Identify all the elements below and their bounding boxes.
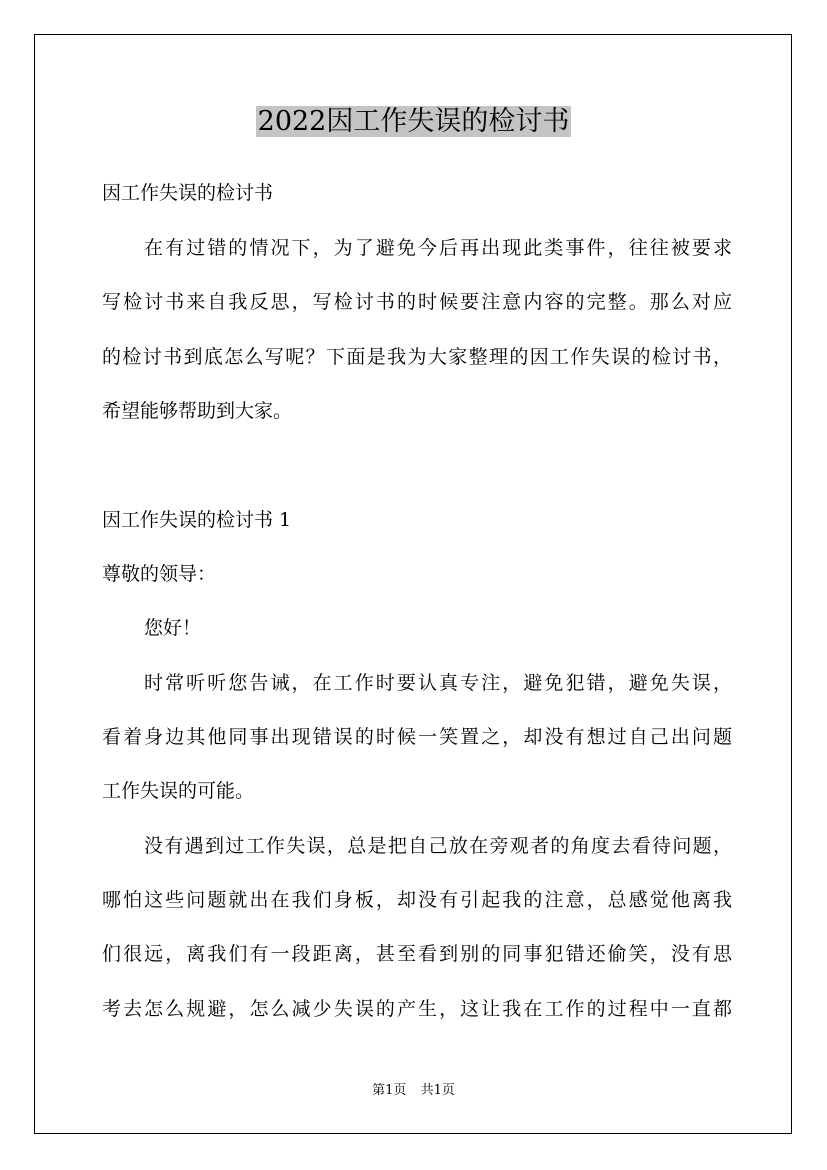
paragraph-line: 们很远，离我们有一段距离，甚至看到别的同事犯错还偷笑，没有思: [102, 943, 732, 965]
page-number: 第1页: [372, 1083, 407, 1098]
page-footer: [0, 1082, 827, 1100]
paragraph-line: 工作失误的可能。: [102, 780, 255, 802]
paragraph-line: 没有遇到过工作失误，总是把自己放在旁观者的角度去看待问题，: [144, 835, 732, 857]
paragraph-line: 看着身边其他同事出现错误的时候一笑置之，却没有想过自己出问题: [102, 726, 732, 748]
paragraph-line: 希望能够帮助到大家。: [102, 400, 293, 422]
paragraph-line: 时常听听您告诫，在工作时要认真专注，避免犯错，避免失误，: [144, 672, 732, 694]
paragraph-line: 的检讨书到底怎么写呢？下面是我为大家整理的因工作失误的检讨书，: [102, 346, 732, 368]
paragraph-line: 在有过错的情况下，为了避免今后再出现此类事件，往往被要求: [144, 237, 732, 259]
salutation: 尊敬的领导：: [102, 563, 217, 585]
document-title-text: 2022因工作失误的检讨书: [257, 106, 570, 137]
letter-heading: 因工作失误的检讨书 1: [102, 509, 292, 531]
paragraph-line: 考去怎么规避，怎么减少失误的产生，这让我在工作的过程中一直都: [102, 998, 732, 1020]
total-pages: 共1页: [420, 1083, 455, 1098]
paragraph-line: 写检讨书来自我反思，写检讨书的时候要注意内容的完整。那么对应: [102, 291, 732, 313]
section-heading: 因工作失误的检讨书: [102, 182, 274, 204]
paragraph-line: 哪怕这些问题就出在我们身板，却没有引起我的注意，总感觉他离我: [102, 889, 732, 911]
document-title: [0, 100, 827, 144]
greeting: 您好！: [144, 617, 202, 639]
